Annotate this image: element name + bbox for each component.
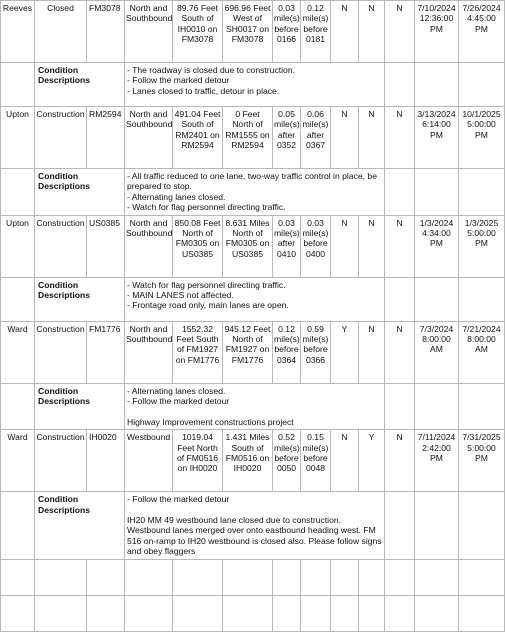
condition-text: - All traffic reduced to one lane, two-way traffic control in place, be prepared to stop. - Alternating lanes closed. - Watch for flag personnel directing traffic. [125,169,385,216]
direction-cell: North and Southbound [125,107,173,169]
flag2-cell: Y [359,430,385,492]
direction-cell: North and Southbound [125,321,173,383]
condition-row [1,492,505,559]
direction-cell: Westbound [125,430,173,492]
mi-before-cell: 0.05 mile(s) after 0352 [273,107,301,169]
direction-cell: North and Southbound [125,215,173,277]
end-cell: 7/21/2024 8:00:00 AM [459,321,505,383]
table-row [1,430,505,492]
type-cell: Construction [35,107,87,169]
condition-text: - Alternating lanes closed. - Follow the marked detour Highway Improvement constructions project [125,383,385,430]
condition-row [1,277,505,321]
mi-after-cell: 0.12 mile(s) before 0181 [301,1,331,63]
mi-after-cell: 0.15 mile(s) before 0048 [301,430,331,492]
from-cell: 89.76 Feet South of IH0010 on FM3078 [173,1,223,63]
table-row [1,321,505,383]
flag1-cell: N [331,1,359,63]
type-cell: Closed [35,1,87,63]
flag3-cell: N [385,215,415,277]
to-cell: 0 Feet North of RM1555 on RM2594 [223,107,273,169]
start-cell: 3/13/2024 6:14:00 PM [415,107,459,169]
flag3-cell: N [385,107,415,169]
to-cell: 945.12 Feet North of FM1927 on FM1776 [223,321,273,383]
condition-text: - The roadway is closed due to construction. - Follow the marked detour - Lanes closed to traffic, detour in place. [125,63,385,107]
to-cell: 696.96 Feet West of SH0017 on FM3078 [223,1,273,63]
start-cell: 7/11/2024 2:42:00 PM [415,430,459,492]
county-cell: Reeves [1,1,35,63]
mi-before-cell: 0.52 mile(s) before 0050 [273,430,301,492]
county-cell: Upton [1,107,35,169]
flag3-cell: N [385,321,415,383]
from-cell: 1019.04 Feet North of FM0516 on IH0020 [173,430,223,492]
condition-row [1,169,505,216]
condition-row [1,63,505,107]
end-cell: 10/1/2025 5:00:00 PM [459,107,505,169]
condition-row [1,383,505,430]
condition-label: Condition Descriptions [35,63,125,107]
flag2-cell: N [359,321,385,383]
to-cell: 1.431 Miles South of FM0516 on IH0020 [223,430,273,492]
mi-after-cell: 0.03 mile(s) before 0400 [301,215,331,277]
mi-before-cell: 0.03 mile(s) after 0410 [273,215,301,277]
start-cell: 7/3/2024 8:00:00 AM [415,321,459,383]
flag2-cell: N [359,107,385,169]
table-row [1,107,505,169]
start-cell: 7/10/2024 12:36:00 PM [415,1,459,63]
road-cell: IH0020 [87,430,125,492]
direction-cell: North and Southbound [125,1,173,63]
condition-text: - Follow the marked detour IH20 MM 49 westbound lane closed due to construction. Westbound lanes merged over onto eastbound heading west. FM 516 on-ramp to IH20 westbound is closed also. Please follow signs and obey flaggers [125,492,385,559]
table-row [1,1,505,63]
county-cell: Ward [1,321,35,383]
condition-label: Condition Descriptions [35,277,125,321]
from-cell: 491.04 Feet South of RM2401 on RM2594 [173,107,223,169]
flag1-cell: Y [331,321,359,383]
end-cell: 7/31/2025 5:00:00 PM [459,430,505,492]
flag3-cell: N [385,430,415,492]
type-cell: Construction [35,321,87,383]
type-cell: Construction [35,215,87,277]
empty-row [1,595,505,631]
flag2-cell: N [359,1,385,63]
county-cell: Upton [1,215,35,277]
condition-label: Condition Descriptions [35,383,125,430]
condition-label: Condition Descriptions [35,169,125,216]
empty-row [1,559,505,595]
road-cell: FM1776 [87,321,125,383]
flag1-cell: N [331,215,359,277]
mi-before-cell: 0.12 mile(s) before 0364 [273,321,301,383]
flag2-cell: N [359,215,385,277]
flag1-cell: N [331,107,359,169]
end-cell: 7/26/2024 4:45:00 PM [459,1,505,63]
road-cell: US0385 [87,215,125,277]
start-cell: 1/3/2024 4:34:00 PM [415,215,459,277]
from-cell: 850.08 Feet North of FM0305 on US0385 [173,215,223,277]
road-cell: FM3078 [87,1,125,63]
mi-before-cell: 0.03 mile(s) before 0166 [273,1,301,63]
flag1-cell: N [331,430,359,492]
type-cell: Construction [35,430,87,492]
mi-after-cell: 0.59 mile(s) before 0366 [301,321,331,383]
condition-label: Condition Descriptions [35,492,125,559]
from-cell: 1552.32 Feet South of FM1927 on FM1776 [173,321,223,383]
county-cell: Ward [1,430,35,492]
end-cell: 1/3/2025 5:00:00 PM [459,215,505,277]
table-row [1,215,505,277]
road-cell: RM2594 [87,107,125,169]
to-cell: 8.631 Miles North of FM0305 on US0385 [223,215,273,277]
flag3-cell: N [385,1,415,63]
mi-after-cell: 0.06 mile(s) after 0367 [301,107,331,169]
condition-text: - Watch for flag personnel directing traffic. - MAIN LANES not affected. - Frontage road only, main lanes are open. [125,277,385,321]
